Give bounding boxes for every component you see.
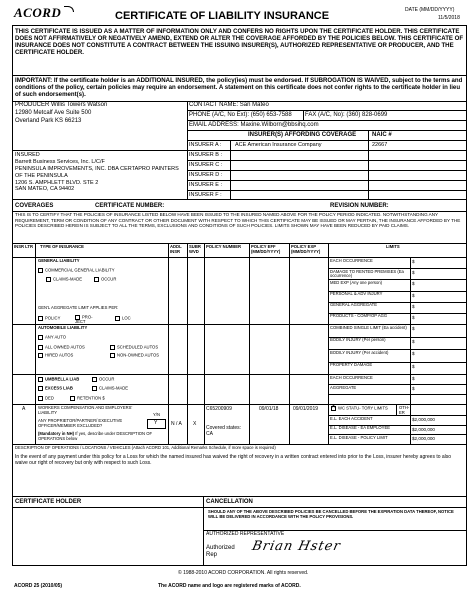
auto-any-auto: ANY AUTO: [38, 335, 66, 340]
col-type-of-insurance: TYPE OF INSURANCE: [40, 244, 84, 249]
auto-non-owned: NON-OWNED AUTOS: [110, 353, 159, 358]
limit-label: GENERAL AGGREGATE: [330, 302, 378, 308]
limit-label: EACH OCCURRENCE: [330, 257, 373, 263]
limit-value: $: [412, 351, 415, 356]
col-subr-wvd: SUBR WVD: [189, 244, 201, 254]
limit-value: $: [412, 259, 415, 264]
limit-label: PROPERTY DAMAGE: [330, 362, 373, 367]
insurer-letter-label: INSURER D :: [189, 172, 223, 178]
wc-yn-label: Y/N: [153, 412, 160, 417]
auto-title: AUTOMOBILE LIABILITY: [38, 325, 88, 330]
insurer-letter-label: INSURER E :: [189, 182, 223, 188]
wc-other: OTH- ER: [399, 405, 410, 415]
umbrella-liab: UMBRELLA LIAB: [38, 377, 79, 382]
limit-value: $: [412, 314, 415, 320]
date-value: 11/5/2018: [438, 15, 460, 21]
trademark-notice: The ACORD name and logo are registered marks of ACORD.: [158, 583, 301, 589]
col-policy-number: POLICY NUMBER: [206, 244, 242, 249]
wc-statutory-limits: ✕ WC STATU- TORY LIMITS: [331, 406, 391, 411]
insurer-letter-label: INSURER F :: [189, 192, 222, 198]
limit-value: $: [412, 386, 415, 391]
description-text: In the event of any payment under this policy for a Loss for which the named insured has waived the right of recovery in a written contract entered into prior to the Loss, insurer hereby agrees to also waive our right of recovery but only with respect to such Loss.: [15, 454, 452, 467]
col-policy-eff: POLICY EFF (MM/DD/YYYY): [251, 244, 281, 254]
auto-hired: HIRED AUTOS: [38, 353, 73, 358]
copyright-notice: © 1988-2010 ACORD CORPORATION. All rights reserved.: [178, 570, 309, 576]
certificate-holder-label: CERTIFICATE HOLDER: [15, 499, 82, 505]
cancellation-text: SHOULD ANY OF THE ABOVE DESCRIBED POLICIES BE CANCELLED BEFORE THE EXPIRATION DATA THEREOF, NOTICE WILL BE DELIVERED IN ACCORDANCE WITH THE POLICY PROVISIONS.: [208, 509, 454, 520]
limit-value: $: [412, 281, 415, 287]
producer-address-line: 12980 Metcalf Ave Suite 500: [15, 109, 92, 116]
auto-scheduled: SCHEDULED AUTOS: [110, 345, 158, 350]
limit-label: PRODUCTS - COMP/OP AGG: [330, 313, 388, 319]
insured-label: INSURED: [15, 152, 40, 158]
contact-fax-row: FAX (A/C, No): (360) 828-0699: [305, 112, 388, 118]
insured-block: [15, 152, 185, 193]
limit-value: $: [412, 338, 415, 344]
insurer-name: ACE American Insurance Company: [235, 142, 322, 148]
insured-dba: PENINSULA IMPROVEMENTS, INC. DBA CERTAPRO PAINTERS: [15, 165, 179, 172]
certificate-number-label: CERTIFICATE NUMBER:: [95, 203, 165, 209]
wc-excluded-value: Y: [154, 420, 158, 426]
producer-label: PRODUCER: [15, 102, 50, 108]
col-policy-exp: POLICY EXP (MM/DD/YYYY): [291, 244, 321, 254]
limit-label: BODILY INJURY (Per accident): [330, 349, 389, 355]
insured-name: Barrett Business Services, Inc. L/C/F: [15, 158, 105, 165]
horizontal-rule: [187, 190, 467, 191]
gl-commercial: COMMERCIAL GENERAL LIABILITY: [38, 268, 115, 273]
limit-label: EACH OCCURRENCE: [330, 374, 373, 380]
revision-number-label: REVISION NUMBER:: [330, 203, 389, 209]
wc-subr-x: X: [193, 421, 197, 427]
insurer-letter-label: INSURER B :: [189, 152, 223, 158]
naic-header: NAIC #: [372, 132, 392, 138]
umbrella-retention: RETENTION $: [70, 396, 105, 401]
wc-mandatory-note: (Mandatory in NH) If yes, describe under DESCRIPTION OF OPERATIONS below: [38, 431, 153, 441]
col-addl-insr: ADDL INSR: [170, 244, 182, 254]
contact-phone-row: PHONE (A/C, No Ext): (650) 653-7588: [189, 112, 292, 118]
date-label: DATE (MM/DD/YYYY): [405, 7, 455, 13]
contact-email-row: EMAIL ADDRESS: Maxine.Wilborn@bbsihq.com: [189, 122, 319, 128]
limit-value: $: [412, 363, 415, 369]
limit-value: $: [412, 292, 415, 298]
wc-title: WORKERS COMPENSATION AND EMPLOYERS' LIABILITY: [38, 405, 133, 415]
gl-loc-option: LOC: [115, 316, 131, 321]
coverages-label: COVERAGES: [15, 203, 54, 209]
coverages-statement: THIS IS TO CERTIFY THAT THE POLICIES OF INSURANCE LISTED BELOW HAVE BEEN ISSUED TO THE INSURED NAMED ABOVE FOR THE POLICY PERIOD INDICATED. NOTWITHSTANDING ANY REQUIREMENT, TERM OR CONDITION OF ANY CONTRACT OR OTHER DOCUMENT WITH RESPECT TO WHICH THIS CERTIFICATE MAY BE ISSUED OR MAY PERTAIN, THE INSURANCE AFFORDED BY THE POLICIES DESCRIBED HEREIN IS SUBJECT TO ALL THE TERMS, EXCLUSIONS AND CONDITIONS OF SUCH POLICIES. LIMITS SHOWN MAY HAVE BEEN REDUCED BY PAID CLAIMS.: [15, 212, 461, 228]
wc-addl-na: N / A: [171, 421, 182, 427]
cancellation-label: CANCELLATION: [206, 499, 253, 505]
limit-value: $2,000,000: [412, 436, 435, 442]
gl-claims-made: CLAIMS-MADE: [46, 277, 82, 282]
gl-title: GENERAL LIABILITY: [38, 258, 80, 263]
insurer-letter-label: INSURER C :: [189, 162, 223, 168]
important-notice: IMPORTANT: If the certificate holder is an ADDITIONAL INSURED, the policy(ies) must be endorsed. If SUBROGATION IS WAIVED, subject to the terms and conditions of the policy, certain policies may require an endorsement. A statement on this certificate does not confer rights to the certificate holder in lieu of such endorsement(s).: [15, 77, 463, 98]
limit-label: MED EXP (Any one person): [330, 279, 383, 285]
limit-value: $2,000,000: [412, 426, 435, 432]
limit-label: BODILY INJURY (Per person): [330, 337, 386, 342]
document-title: CERTIFICATE OF LIABILITY INSURANCE: [115, 10, 330, 22]
auto-all-owned: ALL OWNED AUTOS: [38, 345, 85, 350]
limit-value: $: [412, 303, 415, 309]
wc-proprietor-question: ANY PROPRIETOR/PARTNER/ EXECUTIVE OFFICER/MEMBER EXCLUDED?: [38, 418, 123, 428]
wc-policy-eff: 09/01/18: [259, 406, 279, 412]
insurer-letter-label: INSURER A :: [189, 142, 222, 148]
insurer-naic: 22667: [372, 142, 388, 148]
gl-agg-label: GEN'L AGGREGATE LIMIT APPLIES PER:: [38, 305, 119, 310]
authorized-rep-label: Authorized Rep: [206, 545, 235, 559]
producer-block: [15, 102, 185, 125]
producer-name: Willis Towers Watson: [51, 102, 108, 108]
insured-city: SAN MATEO, CA 94402: [15, 186, 75, 193]
gl-occur: OCCUR: [94, 277, 116, 282]
wc-policy-exp: 09/01/2019: [293, 406, 319, 412]
limit-label: AGGREGATE: [330, 384, 357, 390]
umbrella-ded: DED: [38, 396, 54, 401]
form-number: ACORD 25 (2010/05): [14, 583, 63, 589]
limit-value: $: [412, 270, 415, 276]
limit-label: E.L. DISEASE - EA EMPLOYEE: [330, 425, 391, 431]
wc-insurer-letter: A: [22, 406, 26, 412]
umbrella-occur: OCCUR: [92, 377, 114, 382]
limit-label: PERSONAL & ADV INJURY: [330, 291, 383, 296]
limit-value: $: [412, 376, 415, 381]
excess-liab: EXCESS LIAB: [38, 386, 73, 391]
col-limits: LIMITS: [386, 244, 400, 249]
limit-label: E.L. DISEASE - POLICY LIMIT: [330, 434, 388, 440]
insurers-header: INSURER(S) AFFORDING COVERAGE: [248, 132, 357, 138]
insured-address: 1206 S. AMPHLETT BLVD. STE 2: [15, 179, 99, 186]
producer-city-line: Overland Park KS 66213: [15, 117, 82, 124]
umbrella-claims-made: CLAIMS-MADE: [92, 386, 128, 391]
horizontal-rule: [187, 180, 467, 181]
logo-mark-icon: [64, 6, 74, 12]
disclaimer-notice: THIS CERTIFICATE IS ISSUED AS A MATTER OF INFORMATION ONLY AND CONFERS NO RIGHTS UPON THE CERTIFICATE HOLDER. THIS CERTIFICATE DOES NOT AFFIRMATIVELY OR NEGATIVELY AMEND, EXTEND OR ALTER THE COVERAGE AFFORDED BY THE POLICIES BELOW. THIS CERTIFICATE OF INSURANCE DOES NOT CONSTITUTE A CONTRACT BETWEEN THE ISSUING INSURER(S), AUTHORIZED REPRESENTATIVE OR PRODUCER, AND THE CERTIFICATE HOLDER.: [15, 28, 464, 56]
description-label: DESCRIPTION OF OPERATIONS / LOCATIONS / VEHICLES (Attach ACORD 101, Additional Remarks Schedule, if more space is required): [15, 445, 276, 450]
limit-label: DAMAGE TO RENTED PREMISES (Ea occurrence): [330, 268, 404, 279]
contact-fax: (360) 828-0699: [346, 112, 388, 118]
authorized-representative-label: AUTHORIZED REPRESENTATIVE: [206, 531, 285, 537]
gl-project-option: PRO- JECT: [75, 314, 93, 325]
horizontal-rule: [187, 160, 467, 161]
horizontal-rule: [187, 150, 467, 151]
insured-dba-cont: OF THE PENINSULA: [15, 172, 68, 179]
col-insr-ltr: INSR LTR: [14, 244, 33, 249]
contact-phone: (650) 653-7588: [250, 112, 292, 118]
gl-policy-option: POLICY: [38, 316, 60, 321]
limit-value: $: [412, 326, 415, 331]
contact-name-row: CONTACT NAME: San Mateo: [189, 102, 269, 108]
signature: Brian Hster: [250, 539, 343, 554]
wc-policy-number: C65200909: [206, 406, 232, 412]
limit-label: E.L. EACH ACCIDENT: [330, 415, 373, 421]
contact-email: Maxine.Wilborn@bbsihq.com: [240, 122, 319, 128]
limit-value: $2,000,000: [412, 417, 435, 422]
wc-covered-states: Covered states: CA: [206, 425, 242, 437]
contact-name: San Mateo: [239, 102, 269, 108]
limit-label: COMBINED SINGLE LIMIT (Ea accident): [330, 324, 407, 330]
acord-logo: ACORD: [14, 5, 62, 20]
horizontal-rule: [328, 394, 467, 395]
horizontal-rule: [187, 170, 467, 171]
